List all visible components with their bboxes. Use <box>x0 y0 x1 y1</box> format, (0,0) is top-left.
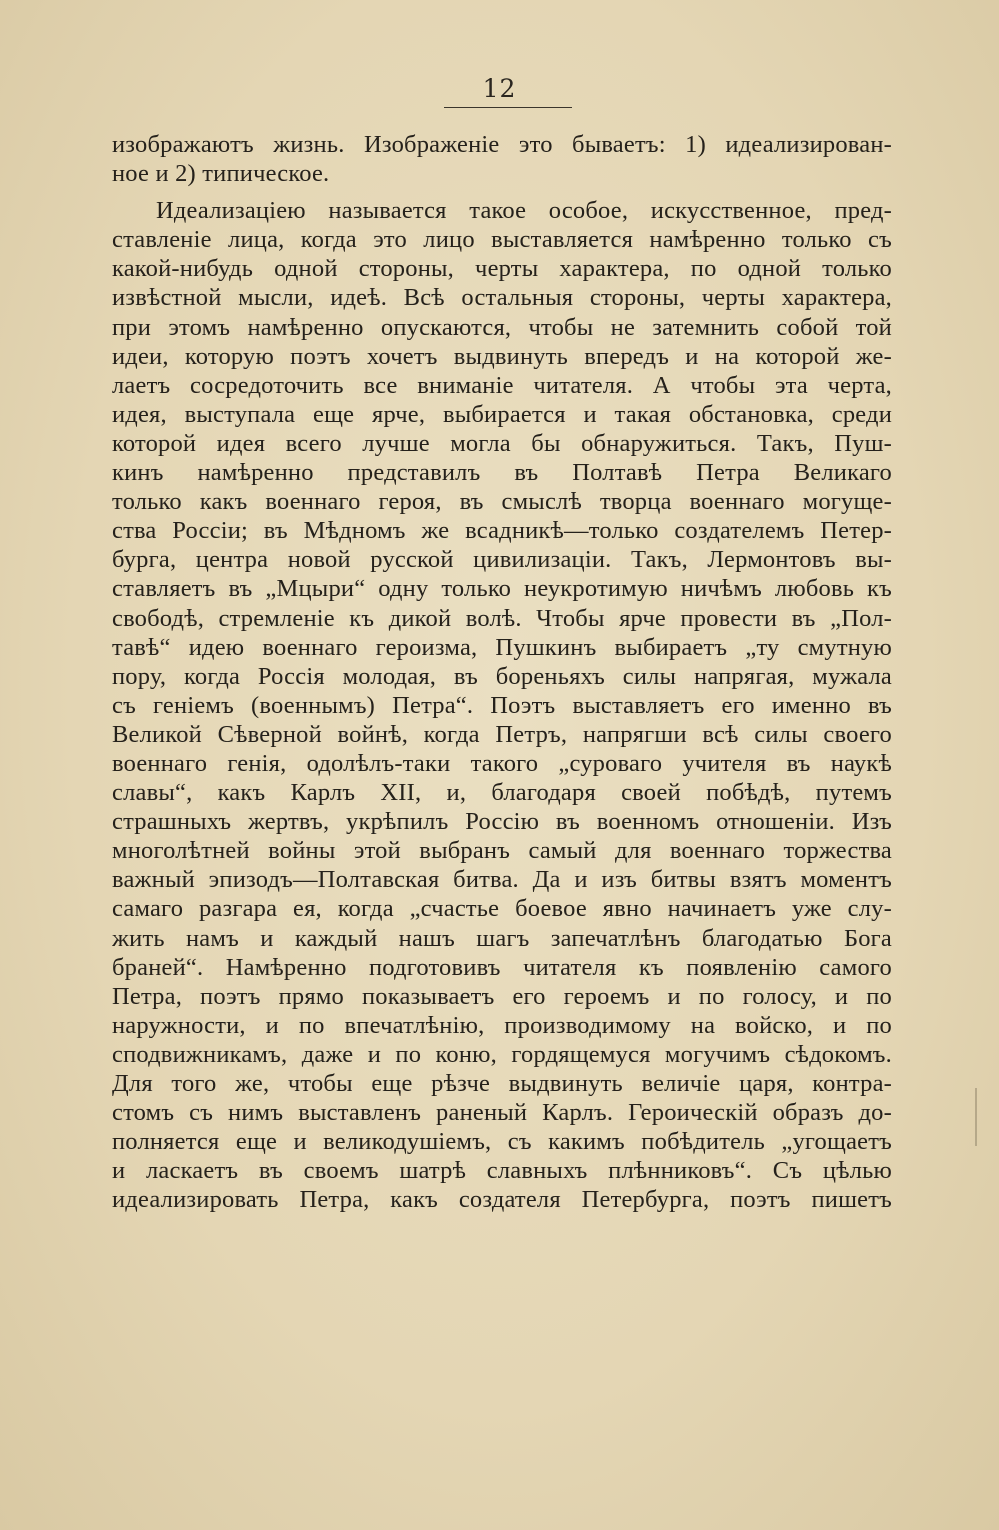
text-line: многолѣтней войны этой выбранъ самый для военнаго торжества <box>112 837 892 865</box>
paragraph-2 <box>112 196 892 1214</box>
text-line: Для того же, чтобы еще рѣзче выдвинуть величіе царя, контра- <box>112 1070 892 1097</box>
text-line: извѣстной мысли, идеѣ. Всѣ остальныя стороны, черты характера, <box>112 284 892 312</box>
text-line: и ласкаетъ въ своемъ шатрѣ славныхъ плѣнниковъ“. Съ цѣлью <box>112 1157 892 1185</box>
text-line: военнаго генія, одолѣлъ-таки такого „суроваго учителя въ наукѣ <box>112 749 892 777</box>
text-line: идеи, которую поэтъ хочетъ выдвинуть впередъ и на которой же- <box>112 342 892 370</box>
text-line: жить намъ и каждый нашъ шагъ запечатлѣнъ благодатью Бога <box>112 924 892 952</box>
text-line: наружности, и по впечатлѣнію, производимому на войско, и по <box>112 1011 892 1039</box>
text-line: которой идея всего лучше могла бы обнаружиться. Такъ, Пуш- <box>112 429 892 457</box>
text-line: славы“, какъ Карлъ XII, и, благодаря своей побѣдѣ, путемъ <box>112 779 892 807</box>
header-rule <box>444 107 572 108</box>
text-line: идея, выступала еще ярче, выбирается и такая обстановка, среди <box>112 400 892 428</box>
text-line: ства Россіи; въ Мѣдномъ же всадникѣ—только создателемъ Петер- <box>112 517 892 545</box>
text-line: кинъ намѣренно представилъ въ Полтавѣ Петра Великаго <box>112 459 892 487</box>
text-line: при этомъ намѣренно опускаются, чтобы не затемнить собой той <box>112 313 892 341</box>
text-line: какой-нибудь одной стороны, черты характера, по одной только <box>112 255 892 283</box>
text-line: Великой Сѣверной войнѣ, когда Петръ, напрягши всѣ силы своего <box>112 720 892 748</box>
text-line: важный эпизодъ—Полтавская битва. Да и изъ битвы взятъ моментъ <box>112 866 892 894</box>
text-line: браней“. Намѣренно подготовивъ читателя къ появленію самого <box>112 953 892 981</box>
text-line: только какъ военнаго героя, въ смыслѣ творца военнаго могуще- <box>112 488 892 516</box>
page-number: 12 <box>482 74 517 103</box>
text-line: ставленіе лица, когда это лицо выставляется намѣренно только съ <box>112 226 892 254</box>
text-line: идеализировать Петра, какъ создателя Петербурга, поэтъ пишетъ <box>112 1186 892 1214</box>
text-line: ставляетъ въ „Мцыри“ одну только неукротимую ничѣмъ любовь къ <box>112 575 892 603</box>
text-line: пору, когда Россія молодая, въ бореньяхъ силы напрягая, мужала <box>112 662 892 690</box>
text-line: самаго разгара ея, когда „счастье боевое явно начинаетъ уже слу- <box>112 895 892 923</box>
text-line: полняется еще и великодушіемъ, съ какимъ побѣдитель „угощаетъ <box>112 1128 892 1156</box>
text-line: Идеализаціею называется такое особое, искусственное, пред- <box>156 197 892 225</box>
scan-artifact-mark <box>975 1088 977 1146</box>
text-line: сподвижникамъ, даже и по коню, гордящемуся могучимъ сѣдокомъ. <box>112 1040 892 1068</box>
text-line: съ геніемъ (военнымъ) Петра“. Поэтъ выставляетъ его именно въ <box>112 691 892 719</box>
paragraph-1 <box>112 130 892 188</box>
text-line: страшныхъ жертвъ, укрѣпилъ Россію въ военномъ отношеніи. Изъ <box>112 808 892 836</box>
body-text <box>112 130 892 1214</box>
text-line: ное и 2) типическое. <box>112 160 330 188</box>
text-line: тавѣ“ идею военнаго героизма, Пушкинъ выбираетъ „ту смутную <box>112 633 892 661</box>
paragraph-gap <box>112 188 892 196</box>
text-line: стомъ съ нимъ выставленъ раненый Карлъ. Героическій образъ до- <box>112 1099 892 1127</box>
text-line: изображаютъ жизнь. Изображеніе это бываетъ: 1) идеализирован- <box>112 131 892 158</box>
text-line: бурга, центра новой русской цивилизаціи. Такъ, Лермонтовъ вы- <box>112 546 892 574</box>
text-line: Петра, поэтъ прямо показываетъ его героемъ и по голосу, и по <box>112 982 892 1010</box>
text-line: лаетъ сосредоточить все вниманіе читателя. А чтобы эта черта, <box>112 371 892 399</box>
text-line: свободѣ, стремленіе къ дикой волѣ. Чтобы ярче провести въ „Пол- <box>112 604 892 632</box>
